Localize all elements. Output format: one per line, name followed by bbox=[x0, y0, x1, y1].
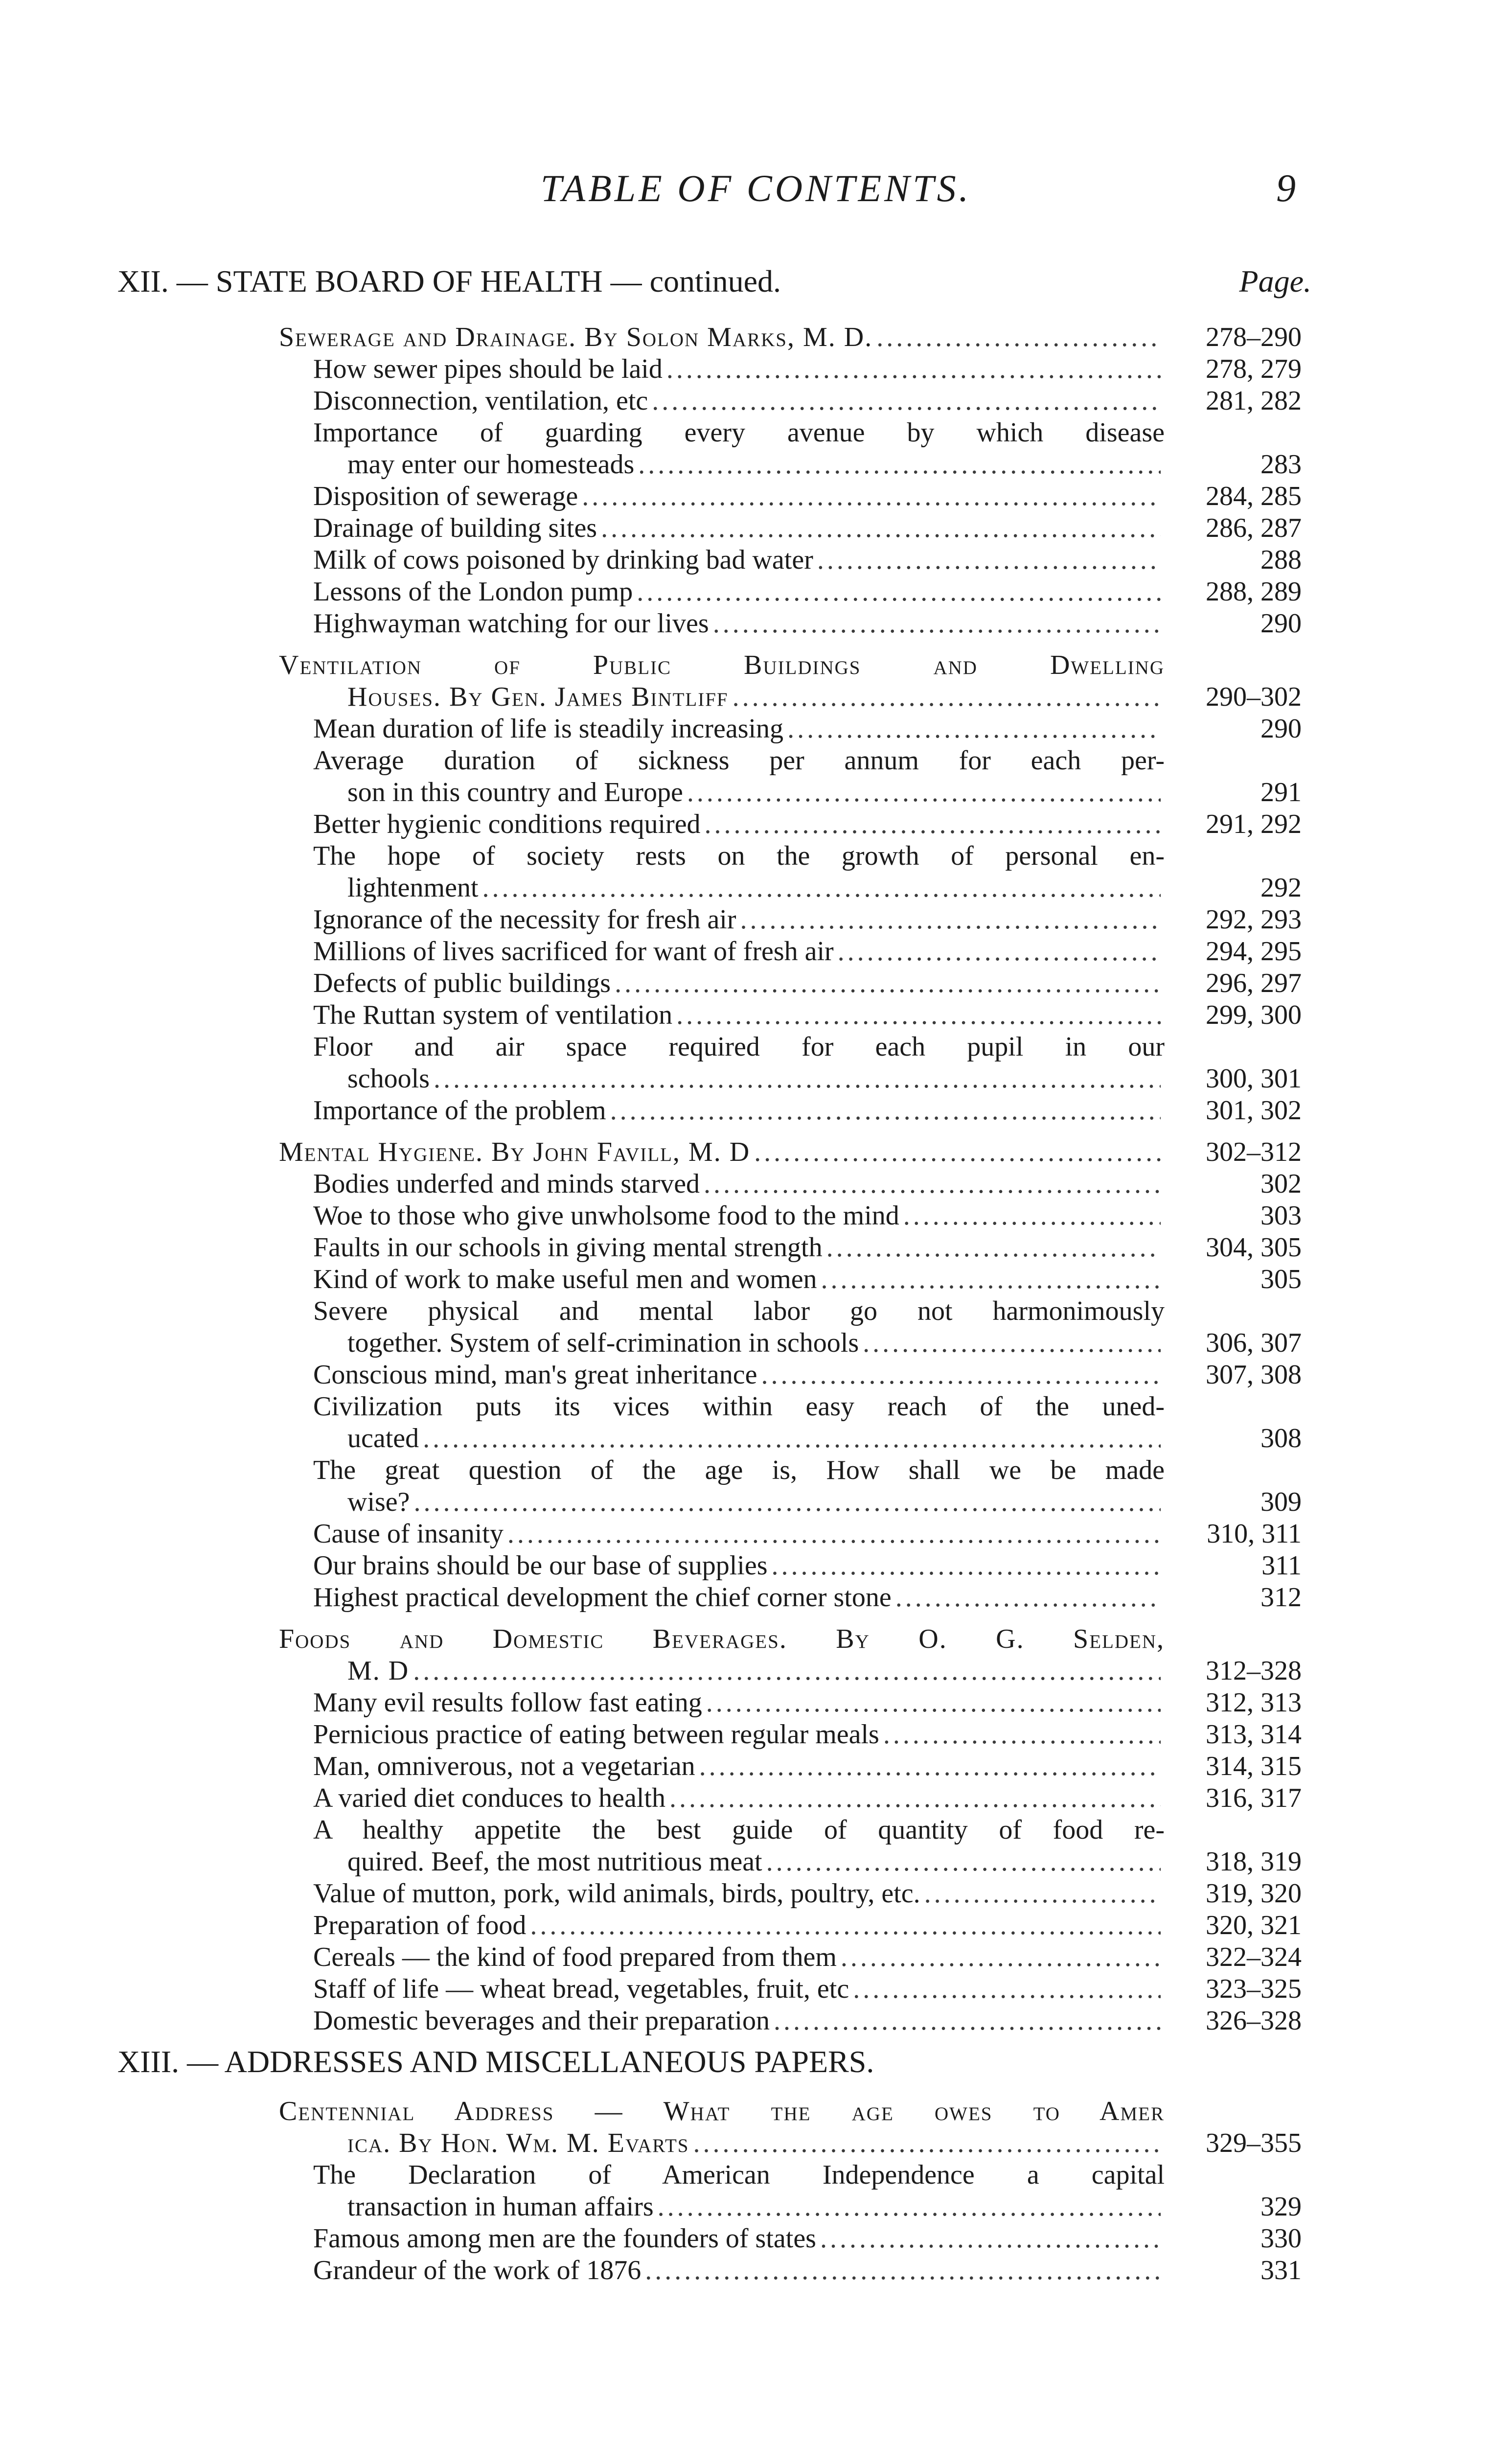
toc-entry-pages: 302 bbox=[1260, 1169, 1302, 1199]
toc-entry: Many evil results follow fast eating ..... bbox=[313, 1687, 1165, 1718]
toc-entry-pages: 283 bbox=[1260, 449, 1302, 480]
section-foods-title-line2: M. D ..... bbox=[347, 1656, 1165, 1686]
toc-entry-line1: The hope of society rests on the growth of personal en- bbox=[313, 841, 1165, 871]
toc-entry: Woe to those who give unwholsome food to the mind ..... bbox=[313, 1200, 1165, 1231]
toc-entry-line2: ucated ..... bbox=[347, 1423, 1165, 1454]
toc-entry: Kind of work to make useful men and women ..... bbox=[313, 1264, 1165, 1294]
leader-dots bbox=[693, 2128, 1161, 2158]
toc-entry-pages: 300, 301 bbox=[1206, 1063, 1302, 1094]
toc-entry-line1: The great question of the age is, How shall we be made bbox=[313, 1455, 1165, 1485]
leader-dots bbox=[652, 386, 1161, 416]
leader-dots bbox=[704, 1169, 1161, 1199]
leader-dots bbox=[645, 2255, 1161, 2285]
toc-entry-line1: A healthy appetite the best guide of quantity of food re- bbox=[313, 1815, 1165, 1845]
toc-entry-pages: 294, 295 bbox=[1206, 936, 1302, 967]
toc-entry-pages: 291, 292 bbox=[1206, 809, 1302, 839]
toc-entry: Bodies underfed and minds starved ..... bbox=[313, 1169, 1165, 1199]
leader-dots bbox=[666, 354, 1161, 384]
leader-dots bbox=[895, 1582, 1161, 1613]
leader-dots bbox=[601, 513, 1161, 543]
leader-dots bbox=[787, 714, 1161, 744]
leader-dots bbox=[740, 904, 1161, 935]
leader-dots bbox=[863, 1328, 1161, 1358]
toc-entry-pages: 320, 321 bbox=[1206, 1910, 1302, 1940]
toc-entry: A varied diet conduces to health ..... bbox=[313, 1783, 1165, 1813]
toc-entry-pages: 330 bbox=[1260, 2223, 1302, 2254]
toc-entry: Drainage of building sites ..... bbox=[313, 513, 1165, 543]
toc-entry: Disconnection, ventilation, etc ..... bbox=[313, 386, 1165, 416]
toc-entry-pages: 329 bbox=[1260, 2192, 1302, 2222]
toc-entry: Highwayman watching for our lives ..... bbox=[313, 608, 1165, 639]
section-mental-title: Mental Hygiene. By John Favill, M. D ..... bbox=[279, 1137, 1165, 1167]
toc-entry-line1: Severe physical and mental labor go not harmonimously bbox=[313, 1296, 1165, 1326]
toc-entry: Staff of life — wheat bread, vegetables, fruit, etc ..... bbox=[313, 1974, 1165, 2004]
toc-entry-line2: schools ..... bbox=[347, 1063, 1165, 1094]
leader-dots bbox=[507, 1519, 1161, 1549]
toc-entry: Pernicious practice of eating between regular meals ..... bbox=[313, 1719, 1165, 1750]
page-column-label: Page. bbox=[1239, 264, 1311, 299]
page-number: 9 bbox=[1276, 167, 1296, 210]
toc-entry: Famous among men are the founders of states ..... bbox=[313, 2223, 1165, 2254]
section-ventilation-title-line1: Ventilation of Public Buildings and Dwelling bbox=[279, 650, 1165, 680]
toc-entry: Importance of the problem ..... bbox=[313, 1095, 1165, 1126]
toc-entry: Faults in our schools in giving mental strength ..... bbox=[313, 1232, 1165, 1263]
section-foods-title-line1: Foods and Domestic Beverages. By O. G. Selden, bbox=[279, 1624, 1165, 1654]
leader-dots bbox=[903, 1200, 1161, 1231]
toc-entry-pages: 318, 319 bbox=[1206, 1847, 1302, 1877]
leader-dots bbox=[482, 873, 1161, 903]
toc-entry: Preparation of food ..... bbox=[313, 1910, 1165, 1940]
leader-dots bbox=[924, 1878, 1161, 1909]
toc-entry-pages: 306, 307 bbox=[1206, 1328, 1302, 1358]
toc-entry: Milk of cows poisoned by drinking bad water ..... bbox=[313, 545, 1165, 575]
toc-entry-pages: 310, 311 bbox=[1207, 1519, 1302, 1549]
toc-entry-line2: transaction in human affairs ..... bbox=[347, 2192, 1165, 2222]
toc-entry: Lessons of the London pump ..... bbox=[313, 577, 1165, 607]
leader-dots bbox=[615, 968, 1161, 998]
toc-entry-line1: Average duration of sickness per annum for each per- bbox=[313, 745, 1165, 776]
section-foods-pages: 312–328 bbox=[1206, 1656, 1302, 1686]
toc-entry-pages: 313, 314 bbox=[1206, 1719, 1302, 1750]
leader-dots bbox=[705, 809, 1161, 839]
leader-dots bbox=[754, 1137, 1161, 1167]
leader-dots bbox=[838, 936, 1161, 967]
leader-dots bbox=[638, 449, 1161, 480]
toc-entry-pages: 304, 305 bbox=[1206, 1232, 1302, 1263]
toc-entry: Mean duration of life is steadily increasing ..... bbox=[313, 714, 1165, 744]
leader-dots bbox=[821, 1264, 1161, 1294]
toc-entry-pages: 292 bbox=[1260, 873, 1302, 903]
section-mental-pages: 302–312 bbox=[1206, 1137, 1302, 1167]
leader-dots bbox=[414, 1487, 1161, 1517]
leader-dots bbox=[699, 1751, 1161, 1781]
toc-entry-pages: 292, 293 bbox=[1206, 904, 1302, 935]
toc-entry: How sewer pipes should be laid ..... bbox=[313, 354, 1165, 384]
toc-entry: Highest practical development the chief corner stone ..... bbox=[313, 1582, 1165, 1613]
leader-dots bbox=[669, 1783, 1161, 1813]
leader-dots bbox=[610, 1095, 1161, 1126]
toc-entry-pages: 288, 289 bbox=[1206, 577, 1302, 607]
leader-dots bbox=[772, 1550, 1161, 1581]
leader-dots bbox=[817, 545, 1161, 575]
leader-dots bbox=[423, 1423, 1161, 1454]
part-xiii-heading bbox=[117, 2045, 1311, 2079]
toc-entry: Man, omniverous, not a vegetarian ..... bbox=[313, 1751, 1165, 1781]
toc-entry-pages: 326–328 bbox=[1206, 2006, 1302, 2036]
toc-entry: Cereals — the kind of food prepared from them ..... bbox=[313, 1942, 1165, 1972]
leader-dots bbox=[706, 1687, 1161, 1718]
toc-entry-pages: 309 bbox=[1260, 1487, 1302, 1517]
leader-dots bbox=[761, 1360, 1161, 1390]
toc-entry-line1: The Declaration of American Independence a capital bbox=[313, 2160, 1165, 2190]
part-xii-heading bbox=[117, 264, 1311, 299]
toc-entry: Value of mutton, pork, wild animals, birds, poultry, etc. ..... bbox=[313, 1878, 1165, 1909]
toc-entry-line1: Civilization puts its vices within easy reach of the uned- bbox=[313, 1391, 1165, 1422]
toc-entry-pages: 312 bbox=[1260, 1582, 1302, 1613]
leader-dots bbox=[733, 682, 1161, 712]
toc-entry-pages: 286, 287 bbox=[1206, 513, 1302, 543]
toc-entry-line1: Importance of guarding every avenue by which disease bbox=[313, 417, 1165, 448]
toc-entry-pages: 331 bbox=[1260, 2255, 1302, 2285]
toc-entry: Grandeur of the work of 1876 ..... bbox=[313, 2255, 1165, 2285]
toc-entry-pages: 316, 317 bbox=[1206, 1783, 1302, 1813]
section-ventilation-pages: 290–302 bbox=[1206, 682, 1302, 712]
toc-entry: Disposition of sewerage ..... bbox=[313, 481, 1165, 511]
toc-entry-line1: Floor and air space required for each pupil in our bbox=[313, 1032, 1165, 1062]
toc-entry-pages: 290 bbox=[1260, 714, 1302, 744]
leader-dots bbox=[883, 1719, 1161, 1750]
toc-entry-pages: 312, 313 bbox=[1206, 1687, 1302, 1718]
toc-entry-pages: 290 bbox=[1260, 608, 1302, 639]
toc-entry-pages: 284, 285 bbox=[1206, 481, 1302, 511]
toc-entry-pages: 311 bbox=[1261, 1550, 1302, 1581]
leader-dots bbox=[766, 1847, 1161, 1877]
toc-entry-line2: together. System of self-crimination in schools ..... bbox=[347, 1328, 1165, 1358]
toc-entry-line2: lightenment ..... bbox=[347, 873, 1165, 903]
toc-entry-pages: 301, 302 bbox=[1206, 1095, 1302, 1126]
part-xiii-label: XIII. — ADDRESSES AND MISCELLANEOUS PAPERS. bbox=[117, 2044, 874, 2079]
leader-dots bbox=[820, 2223, 1161, 2254]
leader-dots bbox=[841, 1942, 1161, 1972]
section-sewerage-title: Sewerage and Drainage. By Solon Marks, M. D. ..... bbox=[279, 322, 1165, 352]
leader-dots bbox=[637, 577, 1161, 607]
section-centennial-title-line1: Centennial Address — What the age owes to Amer bbox=[279, 2096, 1165, 2126]
toc-entry: Better hygienic conditions required ..... bbox=[313, 809, 1165, 839]
toc-entry-pages: 288 bbox=[1260, 545, 1302, 575]
toc-entry: Ignorance of the necessity for fresh air ..... bbox=[313, 904, 1165, 935]
toc-entry: Millions of lives sacrificed for want of fresh air ..... bbox=[313, 936, 1165, 967]
section-sewerage-pages: 278–290 bbox=[1206, 322, 1302, 352]
toc-entry: Domestic beverages and their preparation ..... bbox=[313, 2006, 1165, 2036]
leader-dots bbox=[413, 1656, 1161, 1686]
toc-entry: Our brains should be our base of supplies ..... bbox=[313, 1550, 1165, 1581]
toc-entry-pages: 314, 315 bbox=[1206, 1751, 1302, 1781]
leader-dots bbox=[687, 777, 1161, 808]
toc-entry-pages: 291 bbox=[1260, 777, 1302, 808]
toc-entry: Defects of public buildings ..... bbox=[313, 968, 1165, 998]
toc-entry: The Ruttan system of ventilation ..... bbox=[313, 1000, 1165, 1030]
leader-dots bbox=[876, 322, 1161, 352]
toc-entry-pages: 308 bbox=[1260, 1423, 1302, 1454]
toc-entry: Cause of insanity ..... bbox=[313, 1519, 1165, 1549]
toc-entry-pages: 307, 308 bbox=[1206, 1360, 1302, 1390]
toc-entry-line2: may enter our homesteads ..... bbox=[347, 449, 1165, 480]
part-xii-label: XII. — STATE BOARD OF HEALTH — continued. bbox=[117, 264, 781, 299]
running-title: TABLE OF CONTENTS. bbox=[540, 167, 972, 209]
toc-entry-pages: 299, 300 bbox=[1206, 1000, 1302, 1030]
toc-entry-pages: 322–324 bbox=[1206, 1942, 1302, 1972]
toc-entry-pages: 296, 297 bbox=[1206, 968, 1302, 998]
toc-entry-line2: son in this country and Europe ..... bbox=[347, 777, 1165, 808]
toc-entry-line2: wise? ..... bbox=[347, 1487, 1165, 1517]
section-ventilation-title-line2: Houses. By Gen. James Bintliff ..... bbox=[347, 682, 1165, 712]
toc-entry-pages: 323–325 bbox=[1206, 1974, 1302, 2004]
toc-entry-pages: 278, 279 bbox=[1206, 354, 1302, 384]
leader-dots bbox=[676, 1000, 1161, 1030]
toc-entry-pages: 281, 282 bbox=[1206, 386, 1302, 416]
section-centennial-title-line2: ica. By Hon. Wm. M. Evarts ..... bbox=[347, 2128, 1165, 2158]
toc-entry: Conscious mind, man's great inheritance ..... bbox=[313, 1360, 1165, 1390]
leader-dots bbox=[530, 1910, 1161, 1940]
toc-entry-line2: quired. Beef, the most nutritious meat ..... bbox=[347, 1847, 1165, 1877]
leader-dots bbox=[658, 2192, 1161, 2222]
toc-entry-pages: 303 bbox=[1260, 1200, 1302, 1231]
section-centennial-pages: 329–355 bbox=[1206, 2128, 1302, 2158]
toc-entry-pages: 319, 320 bbox=[1206, 1878, 1302, 1909]
toc-entry-pages: 305 bbox=[1260, 1264, 1302, 1294]
leader-dots bbox=[713, 608, 1161, 639]
leader-dots bbox=[853, 1974, 1161, 2004]
leader-dots bbox=[826, 1232, 1161, 1263]
leader-dots bbox=[582, 481, 1161, 511]
leader-dots bbox=[434, 1063, 1161, 1094]
leader-dots bbox=[774, 2006, 1161, 2036]
